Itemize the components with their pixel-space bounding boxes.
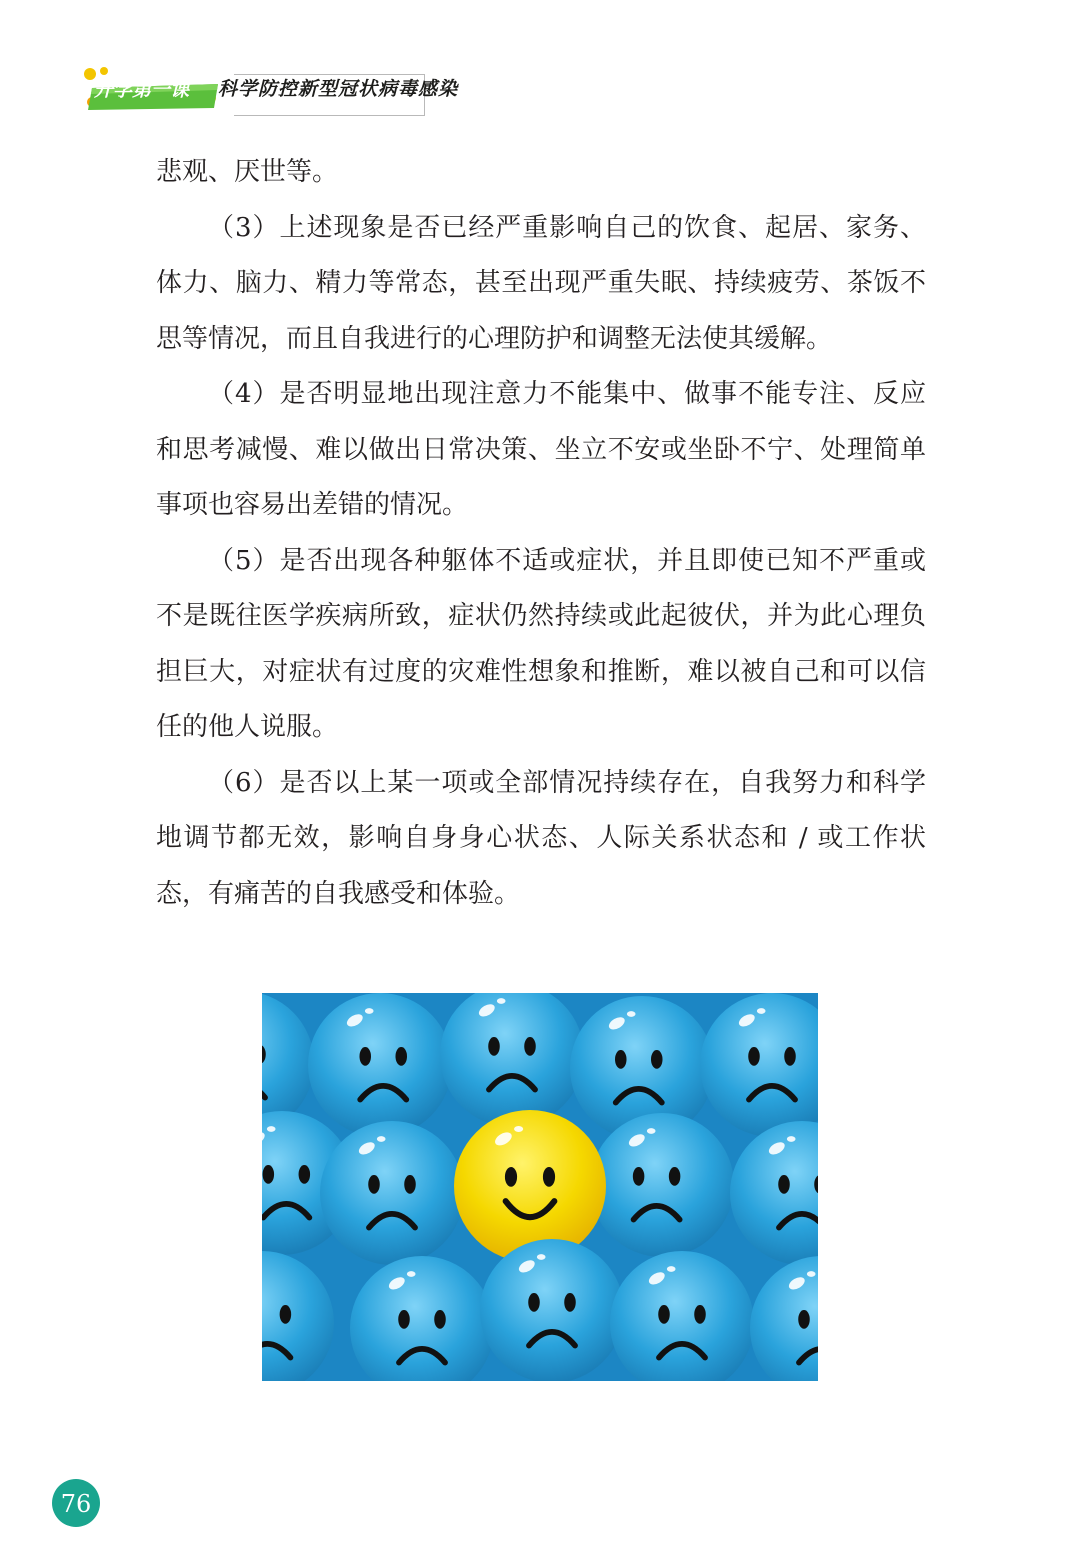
book-title: 科学防控新型冠状病毒感染 — [218, 78, 459, 100]
page-number: 76 — [60, 1490, 92, 1518]
paragraph-continuation: 悲观、厌世等。 — [156, 157, 339, 187]
series-title: 开学第一课 — [94, 79, 190, 101]
happy-face — [454, 1110, 606, 1262]
sad-face — [308, 993, 452, 1137]
paragraph-item-5: （5）是否出现各种躯体不适或症状，并且即使已知不严重或不是既往医学疾病所致，症状仍然持续或此起彼伏，并为此心理负担巨大，对症状有过度的灾难性想象和推断，难以被自己和可以信任的他人说服。 — [156, 545, 926, 742]
paragraph-item-6: （6）是否以上某一项或全部情况持续存在，自我努力和科学地调节都无效，影响自身身心状态、人际关系状态和 / 或工作状态，有痛苦的自我感受和体验。 — [156, 767, 926, 909]
paragraph-item-4: （4）是否明显地出现注意力不能集中、做事不能专注、反应和思考减慢、难以做出日常决策、坐立不安或坐卧不宁、处理简单事项也容易出差错的情况。 — [156, 379, 926, 520]
emoji-illustration — [262, 993, 818, 1381]
sad-face — [590, 1113, 734, 1257]
sad-face — [480, 1239, 624, 1381]
sad-face — [320, 1121, 464, 1265]
paragraph-item-3: （3）上述现象是否已经严重影响自己的饮食、起居、家务、体力、脑力、精力等常态，甚至出现严重失眠、持续疲劳、茶饭不思等情况，而且自我进行的心理防护和调整无法使其缓解。 — [156, 212, 926, 354]
body-text — [156, 145, 926, 922]
